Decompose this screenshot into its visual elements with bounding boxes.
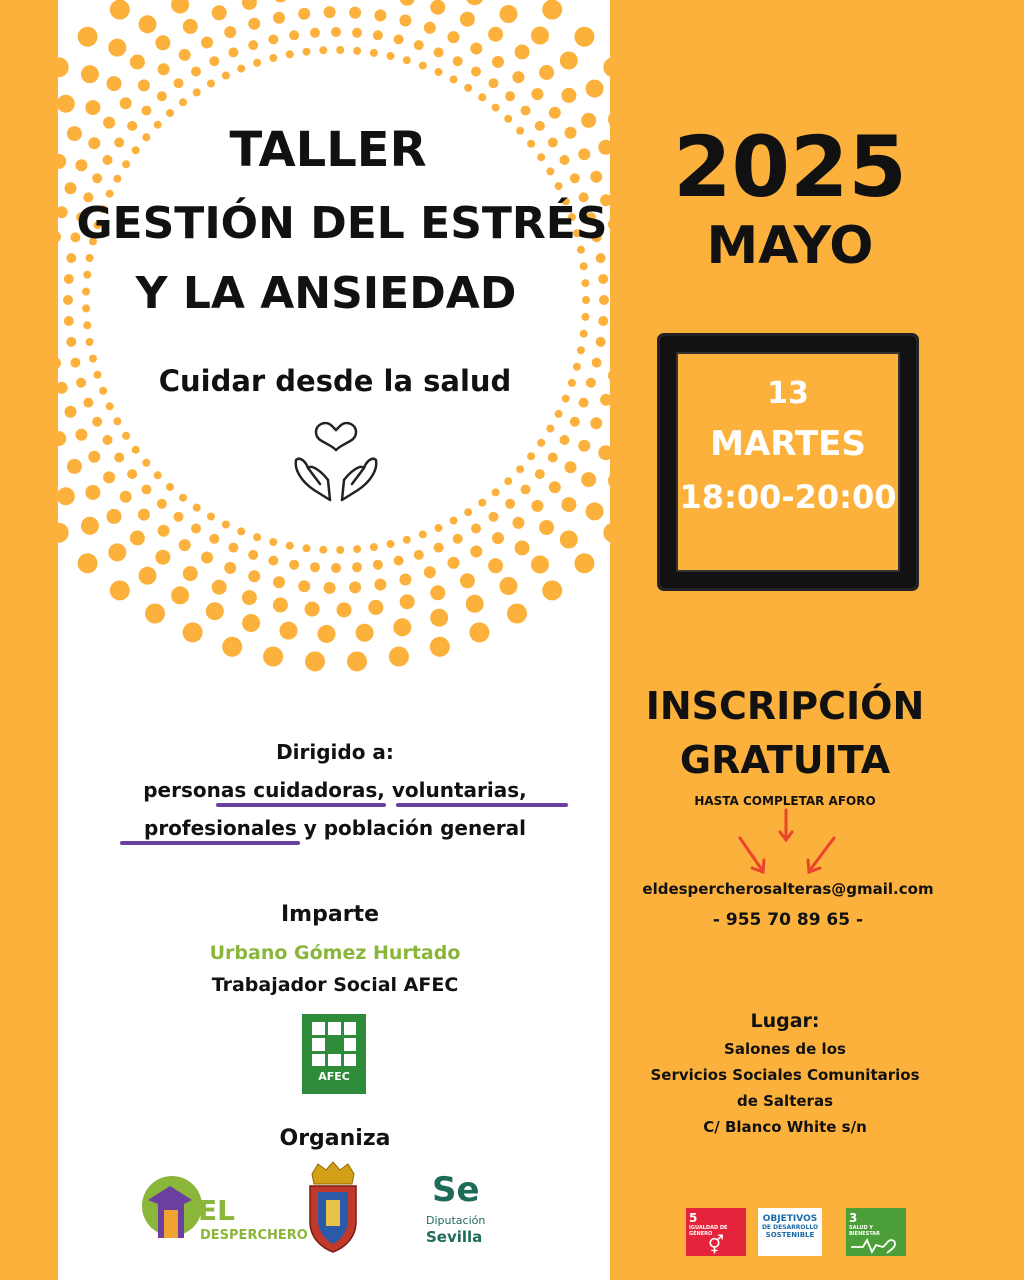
diputacion-line2: Sevilla bbox=[426, 1228, 483, 1246]
heart-hands-icon bbox=[288, 420, 384, 502]
sdg-center-line2: DE DESARROLLO bbox=[761, 1224, 819, 1231]
el-desperchero-logo bbox=[134, 1170, 308, 1250]
afec-logo bbox=[302, 1014, 366, 1094]
venue-line3: de Salteras bbox=[737, 1092, 833, 1110]
desperchero-text-el: EL bbox=[198, 1194, 235, 1227]
decorative-dot-rings bbox=[58, 0, 610, 700]
gender-equality-icon: ⚥ bbox=[707, 1235, 725, 1256]
arrows-down-icon bbox=[730, 808, 840, 878]
workshop-subtitle: Cuidar desde la salud bbox=[158, 364, 512, 398]
speaker-heading: Imparte bbox=[281, 902, 379, 927]
speaker-name: Urbano Gómez Hurtado bbox=[209, 942, 461, 964]
venue-line2: Servicios Sociales Comunitarios bbox=[650, 1066, 920, 1084]
registration-line1: INSCRIPCIÓN bbox=[645, 684, 925, 728]
event-weekday: MARTES bbox=[710, 424, 866, 464]
contact-email[interactable]: eldespercherosalteras@gmail.com bbox=[642, 880, 934, 898]
diputacion-line1: Diputación bbox=[426, 1214, 486, 1227]
venue-line4: C/ Blanco White s/n bbox=[703, 1118, 867, 1136]
underline-voluntarias bbox=[396, 803, 568, 807]
event-day: 13 bbox=[767, 376, 809, 411]
sdg-goal5-badge bbox=[686, 1208, 746, 1256]
audience-line1: personas cuidadoras, voluntarias, bbox=[143, 778, 527, 802]
workshop-title-line1: GESTIÓN DEL ESTRÉS bbox=[76, 198, 608, 249]
salteras-coat-of-arms-icon bbox=[304, 1160, 362, 1254]
desperchero-figure-icon bbox=[134, 1170, 204, 1246]
sdg-goal5-label: IGUALDAD DE GÉNERO bbox=[689, 1225, 728, 1237]
puzzle-icon bbox=[310, 1020, 358, 1068]
underline-profesionales bbox=[120, 841, 300, 845]
sdg-goal5-number: 5 bbox=[689, 1211, 698, 1225]
underline-cuidadoras bbox=[216, 803, 386, 807]
event-time: 18:00-20:00 bbox=[679, 478, 897, 516]
sdg-center-line3: SOSTENIBLE bbox=[765, 1231, 815, 1239]
sdg-objectives-badge bbox=[758, 1208, 822, 1256]
event-year: 2025 bbox=[673, 118, 907, 216]
sdg-goal3-number: 3 bbox=[849, 1211, 858, 1225]
diputacion-sevilla-logo bbox=[418, 1170, 498, 1250]
workshop-title-line2: Y LA ANSIEDAD bbox=[135, 268, 517, 319]
diputacion-mark: Se bbox=[432, 1170, 480, 1210]
desperchero-text-name: DESPERCHERO bbox=[200, 1228, 308, 1243]
registration-note: HASTA COMPLETAR AFORO bbox=[694, 794, 876, 808]
registration-line2: GRATUITA bbox=[679, 738, 891, 782]
contact-phone[interactable]: - 955 70 89 65 - bbox=[712, 910, 864, 930]
sdg-goal3-label: SALUD Y BIENESTAR bbox=[849, 1225, 881, 1237]
venue-heading: Lugar: bbox=[750, 1010, 820, 1032]
heartbeat-icon bbox=[849, 1237, 899, 1255]
workshop-label: TALLER bbox=[229, 122, 427, 178]
organizers-heading: Organiza bbox=[279, 1126, 391, 1151]
sdg-goal3-badge bbox=[846, 1208, 906, 1256]
venue-line1: Salones de los bbox=[724, 1040, 846, 1058]
audience-heading: Dirigido a: bbox=[276, 740, 394, 764]
speaker-role: Trabajador Social AFEC bbox=[211, 974, 459, 996]
afec-label: AFEC bbox=[318, 1070, 350, 1083]
sdg-center-line1: OBJETIVOS bbox=[762, 1214, 818, 1224]
event-month: MAYO bbox=[706, 216, 874, 276]
audience-line2: profesionales y población general bbox=[144, 816, 526, 840]
